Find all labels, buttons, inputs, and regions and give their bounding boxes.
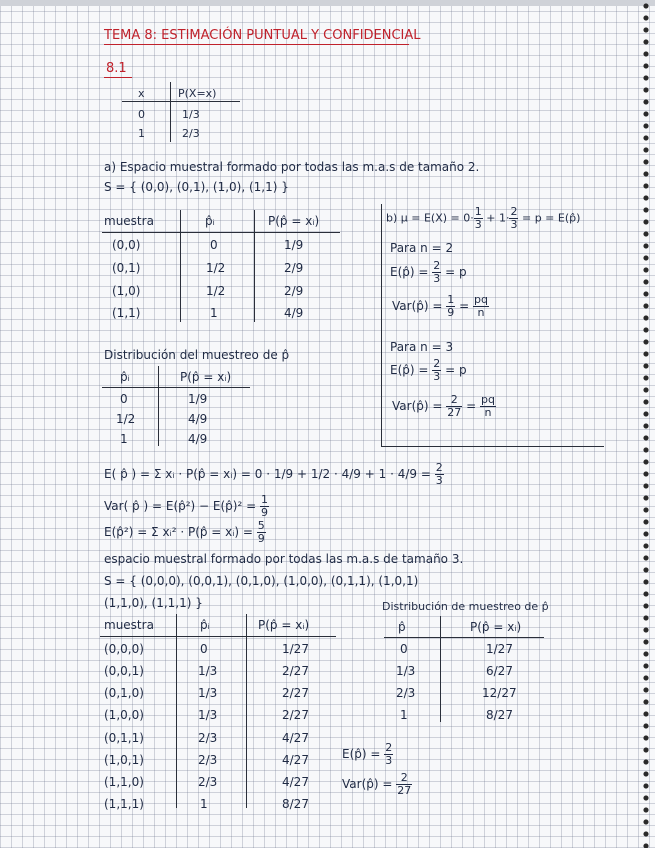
s2-header-prob: P(p̂ = xᵢ) (180, 370, 232, 384)
s3-row-1-prob: 6/27 (486, 664, 513, 678)
expectation-formula: E( p̂ ) = Σ xᵢ · P(p̂ = xᵢ) = 0 · 1/9 + 1/2 · 4/9 + 1 · 4/9 = $\frac{2}{3}$ (104, 461, 443, 487)
section-underline (104, 77, 132, 78)
x-row-0-x: 0 (138, 108, 145, 121)
s3-vline (440, 616, 441, 722)
n2-row-1-phat: 1/2 (206, 261, 226, 275)
n2-header-prob: P(p̂ = xᵢ) (268, 214, 320, 228)
para-n3: Para n = 3 (390, 340, 454, 354)
n3-row-4-prob: 4/27 (282, 731, 309, 745)
section-number: 8.1 (106, 61, 127, 76)
s3-row-2-phat: 2/3 (396, 686, 416, 700)
n2-vline-1 (180, 210, 181, 322)
n3-row-1-phat: 1/3 (198, 664, 218, 678)
n2-row-2-prob: 2/9 (284, 284, 304, 298)
s2-row-0-phat: 0 (120, 392, 128, 406)
s2-vline (158, 366, 159, 446)
n3-row-7-muestra: (1,1,1) (104, 797, 144, 811)
n3-header-prob: P(p̂ = xᵢ) (258, 618, 310, 632)
n3-row-6-phat: 2/3 (198, 775, 218, 789)
n3-row-4-phat: 2/3 (198, 731, 218, 745)
part-a-line1: a) Espacio muestral formado por todas las m.a.s de tamaño 2. (104, 160, 480, 174)
n2-row-0-phat: 0 (210, 238, 218, 252)
n3-row-4-muestra: (0,1,1) (104, 731, 144, 745)
n3-row-7-prob: 8/27 (282, 797, 309, 811)
box-var-n3: Var(p̂) = $\frac{2}{27}$ = $\frac{pq}{n}$ (392, 393, 495, 419)
n3-row-6-prob: 4/27 (282, 775, 309, 789)
s3-header-line (384, 637, 544, 638)
variance-formula: Var( p̂ ) = E(p̂²) − E(p̂)² = $\frac{1}{9}$ (104, 493, 268, 519)
n3-row-5-muestra: (1,0,1) (104, 753, 144, 767)
n2-row-0-muestra: (0,0) (112, 238, 141, 252)
page-title: TEMA 8: ESTIMACIÓN PUNTUAL Y CONFIDENCIAL (104, 28, 421, 43)
title-underline (104, 44, 409, 45)
n2-vline-2 (254, 210, 255, 322)
box-e-n3: E(p̂) = $\frac{2}{3}$ = p (390, 357, 467, 383)
part-c-sample-space: S = { (0,0,0), (0,0,1), (0,1,0), (1,0,0), (0,1,1), (1,0,1) (104, 574, 419, 588)
s3-row-0-phat: 0 (400, 642, 408, 656)
n3-row-7-phat: 1 (200, 797, 208, 811)
part-a-sample-space: S = { (0,0), (0,1), (1,0), (1,1) } (104, 180, 289, 194)
n3-row-3-prob: 2/27 (282, 708, 309, 722)
part-c-sample-space-cont: (1,1,0), (1,1,1) } (104, 596, 203, 610)
s2-header-phat: p̂ᵢ (120, 370, 130, 384)
n3-row-0-muestra: (0,0,0) (104, 642, 144, 656)
para-n2: Para n = 2 (390, 241, 454, 255)
n3-row-5-prob: 4/27 (282, 753, 309, 767)
s3-row-0-prob: 1/27 (486, 642, 513, 656)
n3-row-0-phat: 0 (200, 642, 208, 656)
n2-row-1-prob: 2/9 (284, 261, 304, 275)
box-e-n2: E(p̂) = $\frac{2}{3}$ = p (390, 259, 467, 285)
s3-header-phat: p̂ (398, 620, 406, 634)
s3-row-3-phat: 1 (400, 708, 408, 722)
part-c-line1: espacio muestral formado por todas las m.a.s de tamaño 3. (104, 552, 464, 566)
n3-row-1-prob: 2/27 (282, 664, 309, 678)
n3-header-line (100, 636, 336, 637)
s2-row-1-prob: 4/9 (188, 412, 208, 426)
second-moment-formula: E(p̂²) = Σ xᵢ² · P(p̂ = xᵢ) = $\frac{5}{9}$ (104, 519, 265, 545)
n3-vline-2 (246, 614, 247, 808)
page-top-edge (0, 0, 655, 6)
s2-row-1-phat: 1/2 (116, 412, 136, 426)
x-row-0-p: 1/3 (182, 108, 200, 121)
x-row-1-p: 2/3 (182, 127, 200, 140)
n2-row-2-phat: 1/2 (206, 284, 226, 298)
n3-row-0-prob: 1/27 (282, 642, 309, 656)
n2-row-3-prob: 4/9 (284, 306, 304, 320)
n3-row-3-phat: 1/3 (198, 708, 218, 722)
sampling-n3-title: Distribución de muestreo de p̂ (382, 600, 549, 613)
n3-header-phat: p̂ᵢ (200, 618, 210, 632)
n3-header-muestra: muestra (104, 618, 154, 632)
x-table-vline (170, 82, 171, 142)
n2-row-2-muestra: (1,0) (112, 284, 141, 298)
part-b-mean: b) μ = E(X) = 0· $\frac{1}{3}$ + 1· $\frac{2}{3}$ = p = E(p̂) (386, 205, 581, 231)
n2-header-phat: p̂ᵢ (205, 214, 215, 228)
n2-row-3-phat: 1 (210, 306, 218, 320)
n3-row-2-phat: 1/3 (198, 686, 218, 700)
n3-row-5-phat: 2/3 (198, 753, 218, 767)
n3-row-3-muestra: (1,0,0) (104, 708, 144, 722)
px-header: P(X=x) (178, 87, 217, 100)
s2-row-2-phat: 1 (120, 432, 128, 446)
n3-row-6-muestra: (1,1,0) (104, 775, 144, 789)
x-table-hline (122, 101, 240, 102)
summary-var-n3: Var(p̂) = $\frac{2}{27}$ (342, 771, 412, 797)
s2-row-0-prob: 1/9 (188, 392, 208, 406)
s3-header-prob: P(p̂ = xᵢ) (470, 620, 522, 634)
n3-row-2-muestra: (0,1,0) (104, 686, 144, 700)
sampling-n2-title: Distribución del muestreo de p̂ (104, 348, 290, 362)
n2-row-3-muestra: (1,1) (112, 306, 141, 320)
s3-row-1-phat: 1/3 (396, 664, 416, 678)
summary-e-n3: E(p̂) = $\frac{2}{3}$ (342, 741, 393, 767)
x-row-1-x: 1 (138, 127, 145, 140)
s2-row-2-prob: 4/9 (188, 432, 208, 446)
box-var-n2: Var(p̂) = $\frac{1}{9}$ = $\frac{pq}{n}$ (392, 293, 488, 319)
spiral-binding (641, 0, 651, 848)
x-header: x (138, 87, 145, 100)
n3-row-2-prob: 2/27 (282, 686, 309, 700)
n2-header-muestra: muestra (104, 214, 154, 228)
n3-row-1-muestra: (0,0,1) (104, 664, 144, 678)
n3-vline-1 (176, 614, 177, 808)
n2-row-1-muestra: (0,1) (112, 261, 141, 275)
s3-row-2-prob: 12/27 (482, 686, 517, 700)
s2-header-line (102, 387, 250, 388)
n2-row-0-prob: 1/9 (284, 238, 304, 252)
n2-header-line (102, 232, 340, 233)
s3-row-3-prob: 8/27 (486, 708, 513, 722)
